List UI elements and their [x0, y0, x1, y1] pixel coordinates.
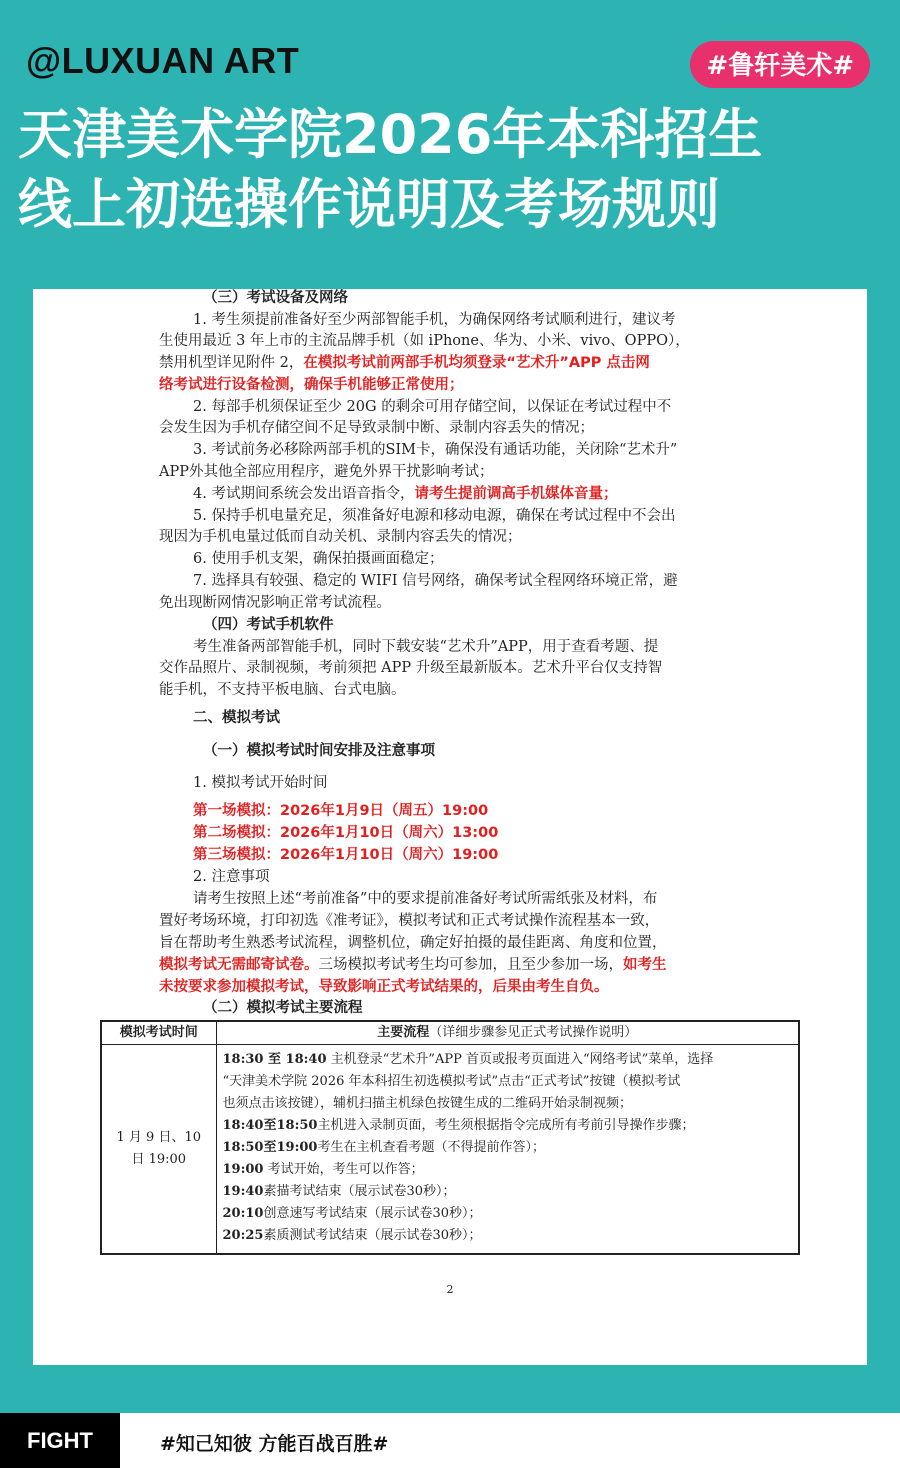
col-header-process-label: 主要流程 — [377, 1025, 430, 1040]
step-line — [223, 1225, 793, 1247]
mock-exam-schedule-table — [100, 1020, 800, 1255]
step-desc: 主机进入录制页面，考生须根据指令完成所有考前引导操作步骤； — [317, 1117, 695, 1133]
item5-line2: 现因为手机电量过低而自动关机、录制内容丢失的情况； — [159, 529, 522, 545]
item3-line2: APP外其他全部应用程序，避免外界干扰影响考试； — [159, 464, 494, 480]
item2-line1: 2. 每部手机须保证至少 20G 的剩余可用存储空间，以保证在考试过程中不 — [193, 399, 672, 415]
step-desc: 考生在主机查看考题（不得提前作答）； — [317, 1139, 545, 1155]
step-time: 19:00 — [222, 1161, 264, 1177]
notes-line4 — [159, 955, 667, 977]
item7-line2: 免出现断网情况影响正常考试流程。 — [159, 595, 391, 611]
item7-line1: 7. 选择具有较强、稳定的 WIFI 信号网络，确保考试全程网络环境正常，避 — [193, 573, 678, 589]
step-desc: 素描考试结束（展示试卷30秒）； — [263, 1183, 456, 1199]
fight-label: FIGHT — [0, 1413, 120, 1468]
step-desc: 创意速写考试结束（展示试卷30秒）； — [263, 1205, 482, 1221]
step-time: 18:40至18:50 — [222, 1117, 318, 1133]
footer-slogan: #知己知彼 方能百战百胜# — [160, 1433, 389, 1455]
table-row — [101, 1044, 799, 1254]
notes-warning-line: 未按要求参加模拟考试，导致影响正式考试结果的，后果由考生自负。 — [159, 979, 609, 995]
hashtag-badge: #鲁轩美术# — [690, 41, 870, 88]
step-line — [223, 1071, 793, 1093]
subsection-2-heading: （二）模拟考试主要流程 — [203, 1000, 363, 1016]
mock-session-1: 第一场模拟：2026年1月9日（周五）19:00 — [193, 803, 489, 819]
notes-warning-start: 如考生 — [623, 957, 667, 973]
page-title — [18, 100, 888, 240]
col-header-process-hint: （详细步骤参见正式考试操作说明） — [429, 1025, 638, 1040]
subsection-1-heading: （一）模拟考试时间安排及注意事项 — [203, 743, 435, 759]
col-header-process — [216, 1021, 799, 1044]
col-header-time: 模拟考试时间 — [101, 1021, 216, 1044]
notes-line4-plain: 三场模拟考试考生均可参加，且至少参加一场， — [318, 957, 623, 973]
step-desc: “天津美术学院 2026 年本科招生初选模拟考试”点击“正式考试”按键（模拟考试 — [222, 1073, 681, 1089]
mock-session-3: 第三场模拟：2026年1月10日（周六）19:00 — [193, 847, 499, 863]
item1-line3-plain: 禁用机型详见附件 2， — [159, 355, 304, 371]
step-line — [223, 1093, 793, 1115]
title-line-2: 线上初选操作说明及考场规则 — [18, 173, 720, 236]
item4-line — [193, 484, 617, 506]
item4-highlight: 请考生提前调高手机媒体音量； — [414, 486, 618, 502]
footer-bar — [0, 1413, 900, 1468]
step-time: 18:30 至 18:40 — [222, 1051, 327, 1067]
mock-session-2: 第二场模拟：2026年1月10日（周六）13:00 — [193, 825, 499, 841]
section-4-heading: （四）考试手机软件 — [203, 617, 334, 633]
sec4-line3: 能手机，不支持平板电脑、台式电脑。 — [159, 682, 406, 698]
page-number: 2 — [446, 1283, 454, 1296]
notes-line1: 请考生按照上述“考前准备”中的要求提前准备好考试所需纸张及材料，布 — [193, 891, 658, 907]
notes-line2: 置好考场环境，打印初选《准考证》，模拟考试和正式考试操作流程基本一致， — [159, 913, 660, 929]
start-time-label: 1. 模拟考试开始时间 — [193, 775, 328, 791]
section-3-heading: （三）考试设备及网络 — [203, 290, 348, 306]
notes-label: 2. 注意事项 — [193, 869, 270, 885]
step-desc: 素质测试考试结束（展示试卷30秒）； — [263, 1227, 482, 1243]
sec4-line1: 考生准备两部智能手机，同时下载安装“艺术升”APP，用于查看考题、提 — [193, 639, 659, 655]
time-cell-text: 1 月 9 日、10 日 19:00 — [116, 1130, 201, 1167]
step-line — [223, 1203, 793, 1225]
item1-line1: 1. 考生须提前准备好至少两部智能手机，为确保网络考试顺利进行，建议考 — [193, 312, 676, 328]
step-desc: 主机登录“艺术升”APP 首页或报考页面进入“网络考试”菜单，选择 — [326, 1051, 714, 1067]
part-2-heading: 二、模拟考试 — [193, 710, 280, 726]
title-line-1: 天津美术学院2026年本科招生 — [18, 103, 763, 166]
table-header-row — [101, 1021, 799, 1044]
item2-line2: 会发生因为手机存储空间不足导致录制中断、录制内容丢失的情况； — [159, 420, 594, 436]
step-line — [223, 1049, 793, 1071]
sec4-line2: 交作品照片、录制视频，考前须把 APP 升级至最新版本。艺术升平台仅支持智 — [159, 660, 663, 676]
step-desc: 也须点击该按键），辅机扫描主机绿色按键生成的二维码开始录制视频； — [222, 1095, 633, 1111]
step-time: 19:40 — [222, 1183, 264, 1199]
notes-line3: 旨在帮助考生熟悉考试流程，调整机位，确定好拍摄的最佳距离、角度和位置， — [159, 935, 667, 951]
item1-line2: 生使用最近 3 年上市的主流品牌手机（如 iPhone、华为、小米、vivo、OPPO）， — [159, 333, 690, 349]
item4-plain: 4. 考试期间系统会发出语音指令， — [193, 486, 415, 502]
item6-line: 6. 使用手机支架，确保拍摄画面稳定； — [193, 551, 444, 567]
step-time: 20:10 — [222, 1205, 264, 1221]
item1-line3-highlight: 在模拟考试前两部手机均须登录“艺术升”APP 点击网 — [303, 355, 650, 371]
item1-line4-highlight: 络考试进行设备检测，确保手机能够正常使用； — [159, 377, 464, 393]
steps-cell — [216, 1044, 799, 1254]
item5-line1: 5. 保持手机电量充足，须准备好电源和移动电源，确保在考试过程中不会出 — [193, 508, 676, 524]
brand-handle: @LUXUAN ART — [26, 40, 300, 81]
step-time: 20:25 — [222, 1227, 264, 1243]
item3-line1: 3. 考试前务必移除两部手机的SIM卡，确保没有通话功能，关闭除“艺术升” — [193, 442, 678, 458]
item1-line3 — [159, 353, 650, 375]
step-time: 18:50至19:00 — [222, 1139, 318, 1155]
step-desc: 考试开始，考生可以作答； — [263, 1161, 424, 1177]
time-cell — [101, 1044, 216, 1254]
step-line — [223, 1181, 793, 1203]
document-page — [33, 289, 867, 1365]
step-line — [223, 1137, 793, 1159]
step-line — [223, 1115, 793, 1137]
notes-no-mail-highlight: 模拟考试无需邮寄试卷。 — [159, 957, 319, 973]
step-line — [223, 1159, 793, 1181]
